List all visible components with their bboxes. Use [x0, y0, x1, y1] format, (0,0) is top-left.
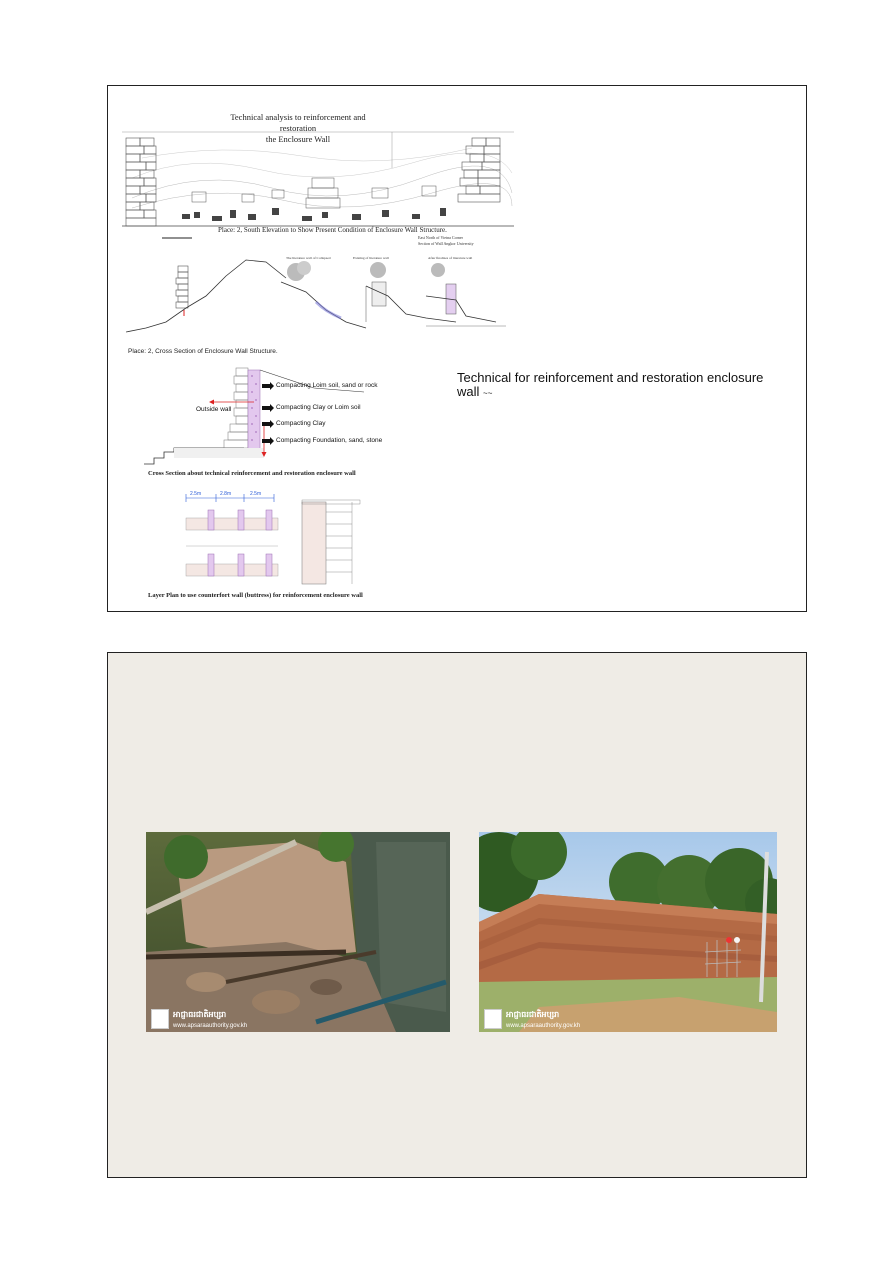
dimension-label-3: 2.5m [250, 491, 262, 497]
elevation-caption: Place: 2, South Elevation to Show Present Condition of Enclosure Wall Structure. [218, 226, 447, 234]
cross-section-strip [126, 256, 506, 342]
layer-plan-caption: Layer Plan to use counterfort wall (buttress) for reinforcement enclosure wall [148, 592, 363, 599]
dimension-label-1: 2.5m [190, 491, 202, 497]
dimension-label-2: 2.8m [220, 491, 232, 497]
elevation-title-line-2: the Enclosure Wall [265, 134, 331, 144]
slide-body-text-suffix: ~~ [483, 389, 493, 398]
layer-plan-drawing [182, 490, 382, 586]
small-note-1: East North of Vietna Corner [418, 235, 464, 240]
cross-section-caption: Place: 2, Cross Section of Enclosure Wall Structure. [128, 348, 278, 355]
small-note-2: Section of Wall Angkor University [418, 241, 474, 246]
restored-wall-image [479, 832, 777, 1032]
cross-section-stage-label-2: Existing of literature wall [353, 256, 389, 260]
elevation-title [218, 112, 378, 145]
photo-1-logo-url: www.apsaraauthority.gov.kh [173, 1023, 248, 1029]
photo-2-logo-khmer: អាជ្ញាធរជាតិអប្សរា [506, 1010, 560, 1019]
reinforcement-cross-section [144, 362, 384, 466]
apsara-logo-icon [484, 1009, 502, 1029]
photo-1-logo-khmer: អាជ្ញាធរជាតិអប្សរា [173, 1010, 227, 1019]
photo-2-logo-url: www.apsaraauthority.gov.kh [506, 1023, 581, 1029]
collapsed-wall-image [146, 832, 450, 1032]
slide-body-text-main: Technical for reinforcement and restoration enclosure wall [457, 370, 764, 399]
photo-restored-wall [479, 832, 783, 1032]
cross-section-stage-label-3: After finalizes of literature wall [428, 256, 473, 260]
layer-label-2: Compacting Clay or Loim soil [276, 404, 361, 411]
slide-2 [107, 652, 807, 1178]
apsara-logo-icon [151, 1009, 169, 1029]
layer-label-4: Compacting Foundation, sand, stone [276, 437, 383, 444]
cross-section-stage-label-1: The literature wall of Collapsed [286, 256, 331, 260]
slide-1 [107, 85, 807, 612]
slide-body-text [457, 371, 787, 401]
layer-label-3: Compacting Clay [276, 420, 326, 427]
layer-label-1: Compacting Loim soil, sand or rock [276, 382, 378, 389]
photo-2-watermark [479, 1008, 783, 1032]
reinforcement-cross-section-caption: Cross Section about technical reinforcement and restoration enclosure wall [148, 470, 356, 477]
elevation-title-line-1: Technical analysis to reinforcement and restoration [230, 112, 366, 133]
photo-1-watermark [146, 1008, 450, 1032]
outside-wall-label: Outside wall [196, 406, 232, 413]
photo-collapsed-wall [146, 832, 450, 1032]
